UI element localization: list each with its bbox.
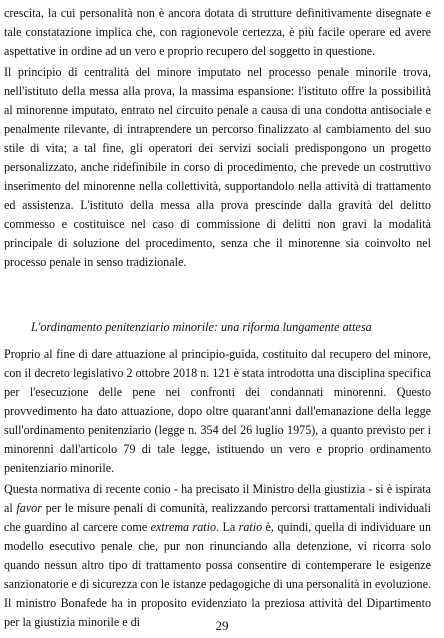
italic-term-ratio: ratio (238, 520, 263, 534)
paragraph-4 (4, 480, 431, 632)
paragraph-1: crescita, la cui personalità non è ancora dotata di strutture definitivamente disegnate e tale constatazione implica che, con ragionevole certezza, è più facile operare ed avere aspettative in ordine ad un vero e proprio recupero del soggetto in questione. (4, 6, 431, 58)
page-number: 29 (215, 618, 229, 633)
italic-term-extrema-ratio: extrema ratio (150, 520, 217, 534)
paragraph-3: Proprio al fine di dare attuazione al principio-guida, costituito dal recupero del minore, con il decreto legislativo 2 ottobre 2018 n. 121 è stata introdotta una disciplina specifica per l'esecuzione delle pene nei confronti dei condannati minorenni. Questo provvedimento ha dato attuazione, dopo oltre quarant'anni dall'emanazione della legge sull'ordinamento penitenziario (legge n. 354 del 26 luglio 1975), a quanto previsto per i minorenni dall'articolo 79 di tale legge, istituendo un vero e proprio ordinamento penitenziario minorile. (4, 347, 431, 475)
paragraph-4-text-2: per le misure penali di comunità, realizzando percorsi trattamentali individuali che guardino al carcere come (4, 501, 431, 534)
section-heading: L'ordinamento penitenziario minorile: una riforma lungamente attesa (31, 320, 372, 334)
paragraph-4-text-4: è, quindi, quella di individuare un modello esecutivo penale che, pur non rinunciando alla detenzione, vi ricorra solo quando nessun altro tipo di trattamento possa consentire di contemperare le esigenze sanzionatorie e di sicurezza con le istanze pedagogiche di una personalità in evoluzione. Il ministro Bonafede ha in proposito evidenziato la preziosa attività del Dipartimento per la giustizia minorile e di (4, 520, 432, 629)
paragraph-2: Il principio di centralità del minore imputato nel processo penale minorile trova, nell'istituto della messa alla prova, la massima espansione: l'istituto offre la possibilità al minorenne imputato, entrato nel circuito penale a causa di una condotta antisociale e penalmente rilevante, di intraprendere un percorso finalizzato al cambiamento del suo stile di vita; a tal fine, gli operatori dei servizi sociali predispongono un progetto personalizzato, anche ridefinibile in corso di procedimento, che prevede un costruttivo inserimento del minorenne nella collettività, supportandolo nella attività di trattamento ed assistenza. L'istituto della messa alla prova prescinde dalla gravità del delitto commesso e costituisce nel caso di commissione di delitti non gravi la modalità principale di soluzione del procedimento, senza che il minorenne sia coinvolto nel processo penale in senso tradizionale. (4, 65, 431, 269)
paragraph-4-text-3: . La (216, 520, 239, 534)
italic-term-favor: favor (16, 501, 42, 515)
paragraph-4-text-1: Questa normativa di recente conio - ha precisato il Ministro della giustizia - si è ispirata al (4, 482, 431, 515)
